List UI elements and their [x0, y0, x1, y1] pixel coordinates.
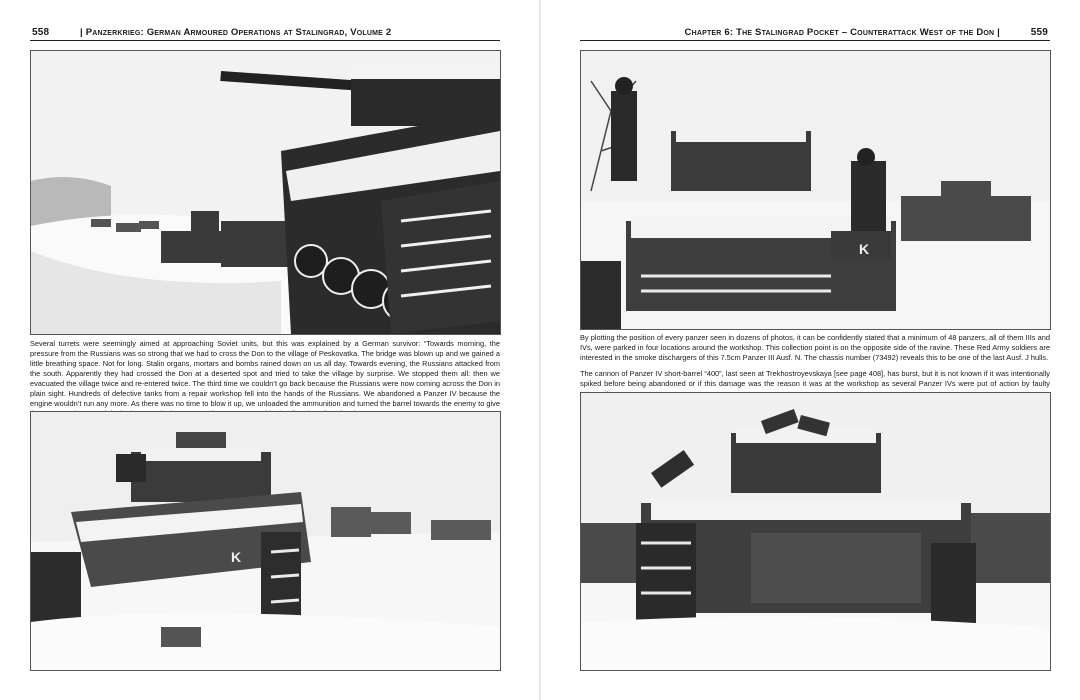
left-caption-text: Several turrets were seemingly aimed at approaching Soviet units, but this was explained by a German survivor: “Towards morning, the pressure from the Russians was so strong that we had to cross the Don to the village of Peskovatka. The bridge was blown up and we gained a little breathing space. Not for long. Stalin organs, mortars and bombs rained down on us all day. Towards evening, the Russians attacked from the south. Apparently they had crossed the Don at a deserted spot and tried to take the village by surprise. We stopped them all: then we evacuated the village twice and re-entered twice. The third time we couldn’t go back because the Russians were now coming across the Don in plain sight. Hundreds of defective tanks from a repair workshop fell into the hands of the Russians. We abandoned a Panzer IV because the engine wouldn’t run any more. As there was no time to blow it up, we unloaded the ammunition and turned the barrel towards the enemy to give — [30, 339, 500, 408]
right-page-number: 559 — [1030, 27, 1048, 38]
left-running-title: | Panzerkrieg: German Armoured Operations at Stalingrad, Volume 2 — [80, 27, 392, 38]
left-page-number: 558 — [32, 27, 50, 38]
photo-panzer-iii-k-marking — [30, 411, 501, 671]
left-header-rule — [30, 40, 500, 41]
turret-letter-k-right: K — [859, 241, 870, 257]
right-caption-2: The cannon of Panzer IV short-barrel “400”, last seen at Trekhostroyevskaya [see page 408], has burst, but it is not known if it was intentionally spiked before being abandoned or if this damage was the reason it was at the workshop as several Panzer IVs were put of action by faulty — [580, 369, 1050, 388]
right-running-title: Chapter 6: The Stalingrad Pocket – Counterattack West of the Don | — [684, 27, 1000, 38]
book-gutter — [539, 0, 541, 700]
right-header-rule — [580, 40, 1050, 41]
left-page-header — [30, 25, 500, 41]
photo-panzer-iv-column — [30, 50, 501, 335]
photo-panzer-iv-burst-cannon — [580, 392, 1051, 671]
right-caption-1: By plotting the position of every panzer seen in dozens of photos, it can be confidently stated that a minimum of 48 panzers, all of them IIIs and IVs, were parked in four locations around the workshop. This collection point is on the opposite side of the ravine. These Red Army soldiers are interested in the smoke dischargers of this 7.5cm Panzer III Ausf. N. The chassis number (73492) reveals this to be one of the last Ausf. J hulls. — [580, 333, 1050, 362]
turret-letter-k: K — [231, 549, 242, 565]
photo-soldiers-inspecting-panzer-iii — [580, 50, 1051, 330]
right-page-header — [580, 25, 1050, 41]
